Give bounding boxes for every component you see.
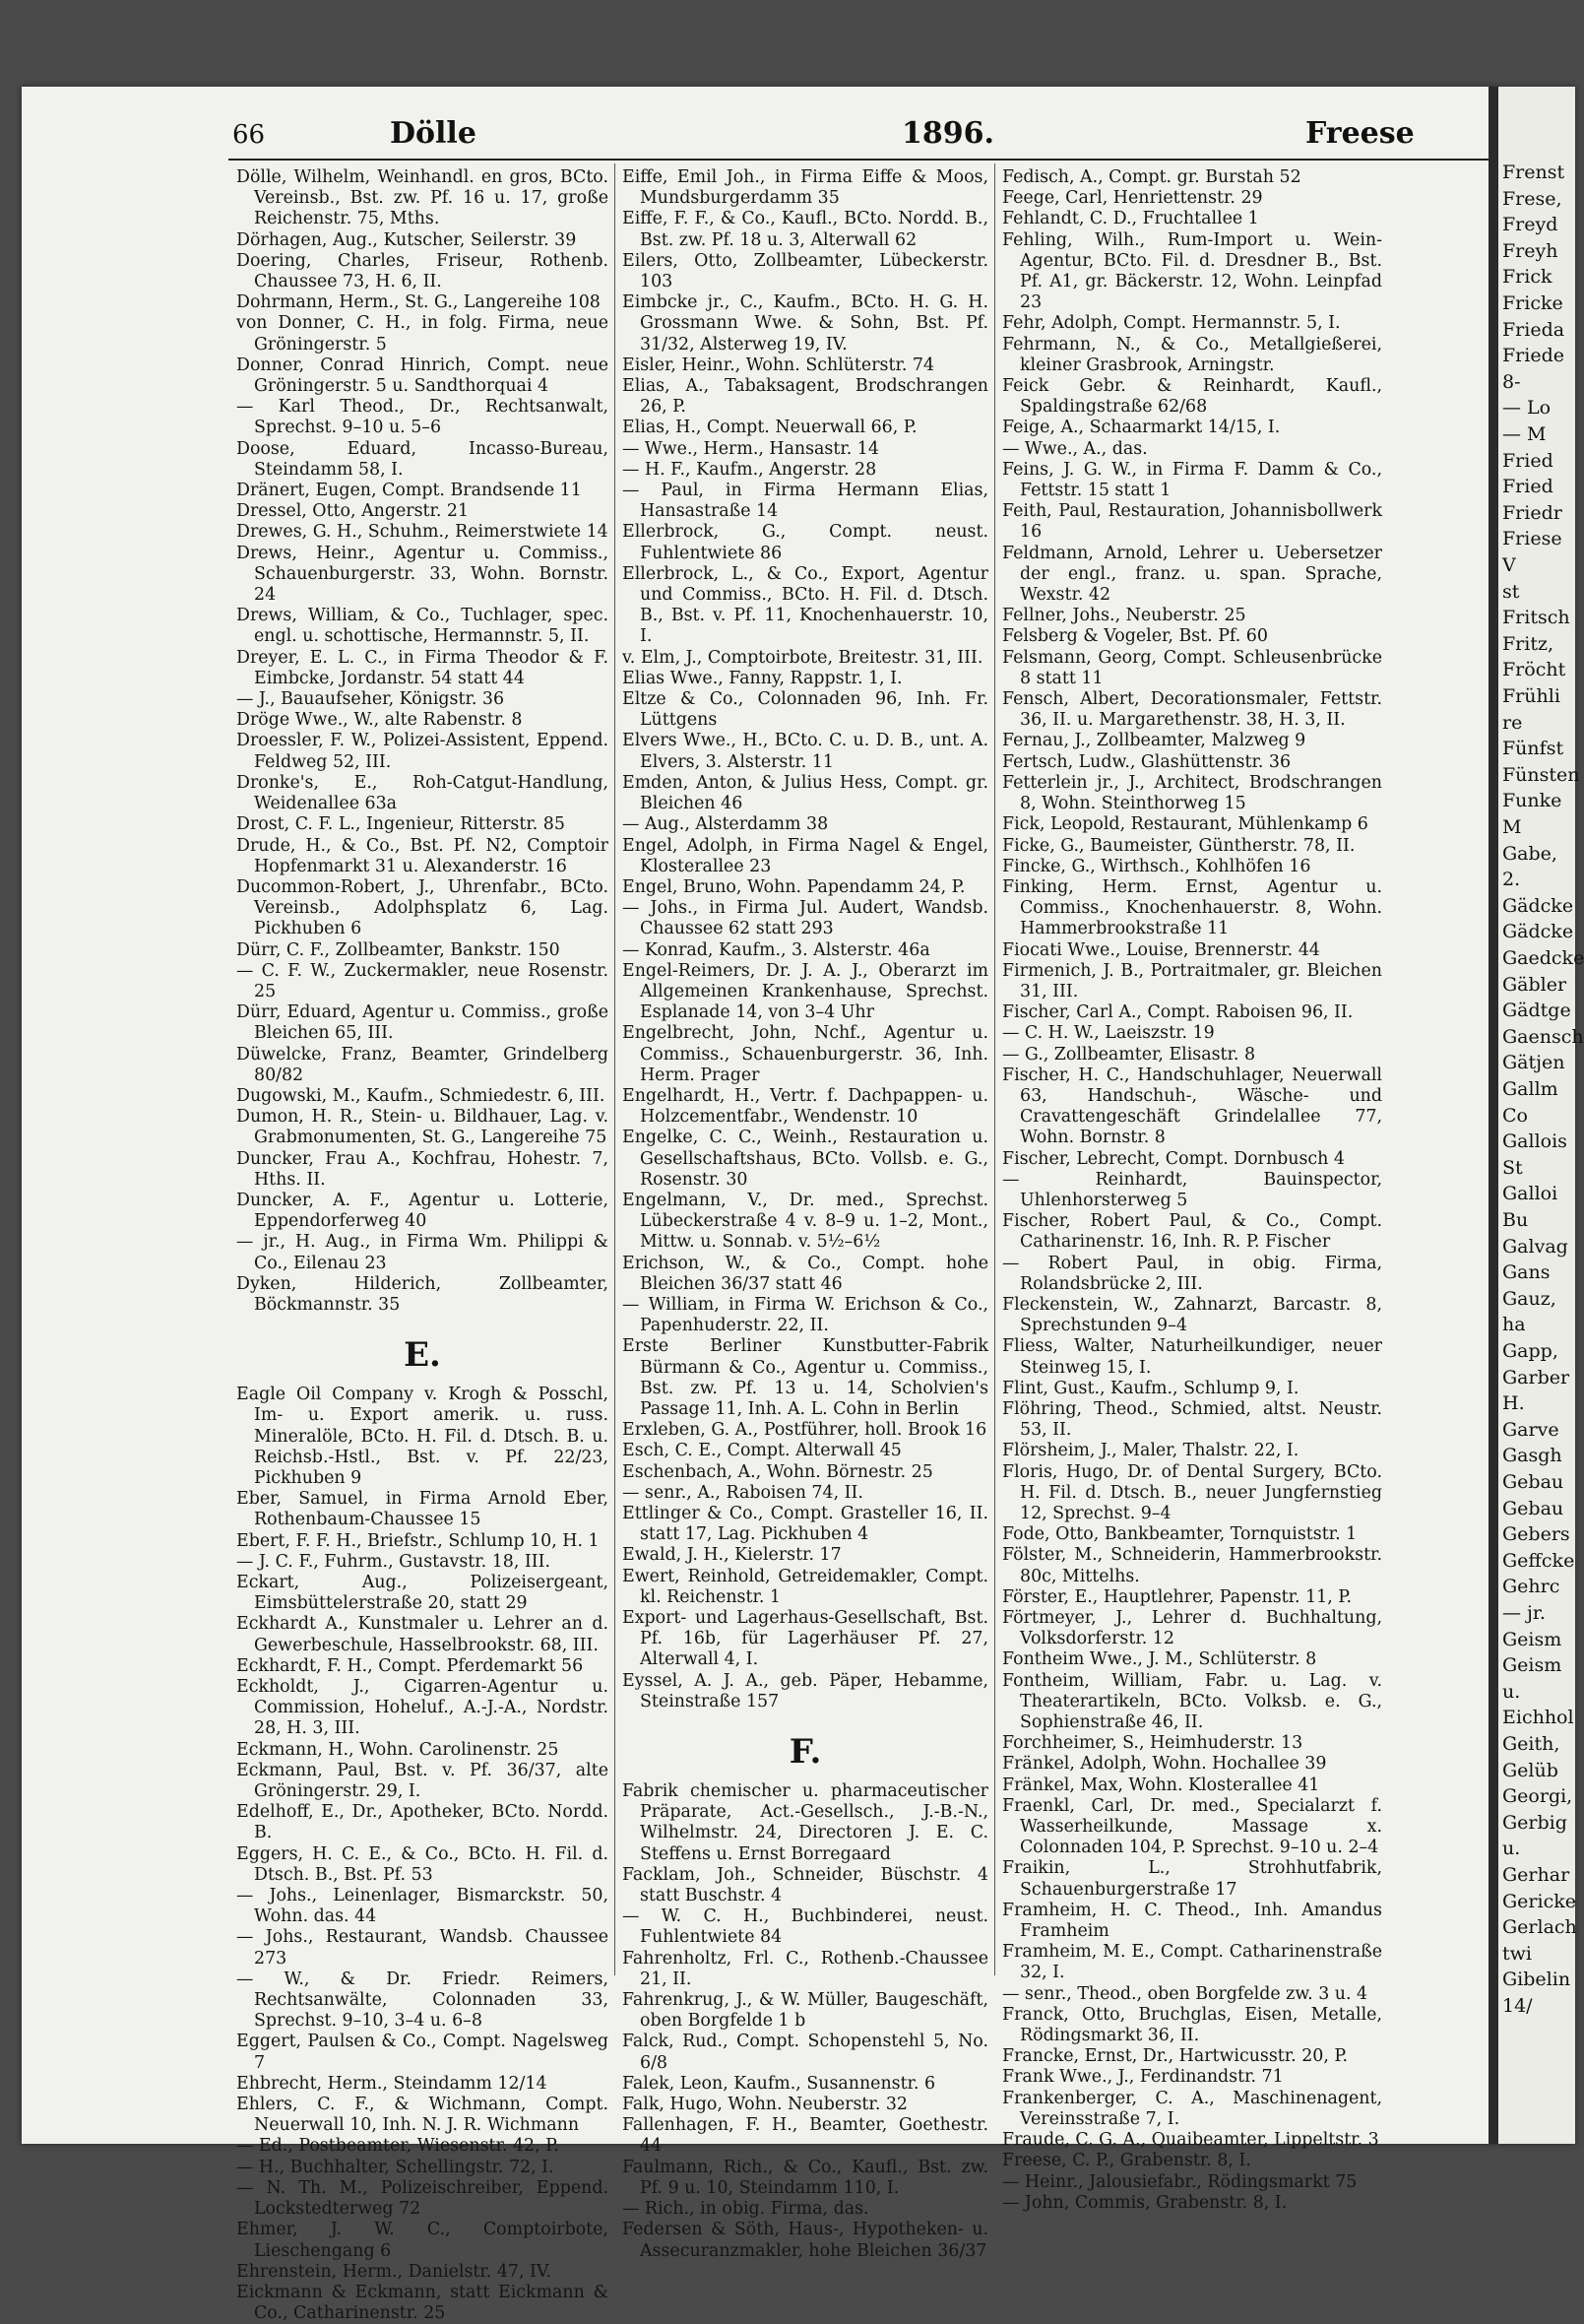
directory-entry: Dronke's, E., Roh-Catgut-Handlung, Weidenallee 63a [236,772,608,814]
next-page-word: Gallois [1502,1130,1567,1153]
directory-entry: — John, Commis, Grabenstr. 8, I. [1002,2192,1288,2213]
directory-entry: — Paul, in Firma Hermann Elias, Hansastraße 14 [622,481,988,522]
directory-entry: Flörsheim, J., Maler, Thalstr. 22, I. [1002,1441,1299,1461]
next-page-word: Gans [1502,1261,1551,1284]
directory-entry: Francke, Ernst, Dr., Hartwicusstr. 20, P. [1002,2046,1349,2067]
next-page-word: M [1502,816,1522,838]
directory-entry: — Wwe., Herm., Hansastr. 14 [622,438,879,459]
directory-entry: Duncker, Frau A., Kochfrau, Hohestr. 7, Hths. II. [236,1148,608,1190]
directory-entry: Fetterlein jr., J., Architect, Brodschrangen 8, Wohn. Steinthorweg 15 [1002,772,1382,814]
next-page-word: Gäbler [1502,973,1567,996]
directory-entry: Falek, Leon, Kaufm., Susannenstr. 6 [622,2073,936,2094]
header-year: 1896. [902,116,994,151]
next-page-word: Friede [1502,345,1564,367]
next-page-word: Geism [1502,1654,1562,1677]
directory-entry: Eiffe, F. F., & Co., Kaufl., BCto. Nordd. B., Bst. zw. Pf. 18 u. 3, Alterwall 62 [622,209,988,250]
directory-entry: — Johs., Leinenlager, Bismarckstr. 50, Wohn. das. 44 [236,1886,608,1927]
next-page-word: Gerlach [1502,1916,1577,1939]
running-header [95,116,1457,156]
directory-entry: — W. C. H., Buchbinderei, neust. Fuhlentwiete 84 [622,1906,988,1948]
next-page-word: Fritsch [1502,607,1570,629]
directory-entry: — W., & Dr. Friedr. Reimers, Rechtsanwälte, Colonnaden 33, Sprechst. 9–10, 3–4 u. 6–8 [236,1969,608,2032]
directory-entry: Fabrik chemischer u. pharmaceutischer Präparate, Act.-Gesellsch., J.-B.-N., Wilhelmstr. 24, Directoren J. E. C. Steffens u. Ernst Borregaard [622,1781,988,1864]
directory-entry: Framheim, M. E., Compt. Catharinenstraße 32, I. [1002,1942,1382,1983]
directory-entry: Export- und Lagerhaus-Gesellschaft, Bst. Pf. 16b, für Lagerhäuser Pf. 27, Alterwall 4, I. [622,1608,988,1670]
directory-column-3 [1002,167,1382,2213]
next-page-word: 8- [1502,370,1521,393]
next-page-word: Gebau [1502,1497,1564,1519]
directory-entry: Engelhardt, H., Vertr. f. Dachpappen- u. Holzcementfabr., Wendenstr. 10 [622,1085,988,1128]
directory-entry: Fiocati Wwe., Louise, Brennerstr. 44 [1002,939,1320,960]
directory-entry: Ebert, F. F. H., Briefstr., Schlump 10, H. 1 [236,1530,600,1551]
directory-entry: Fraude, C. G. A., Quaibeamter, Lippeltstr. 3 [1002,2130,1379,2151]
next-page-word: Geith, [1502,1733,1560,1755]
directory-entry: Fischer, H. C., Handschuhlager, Neuerwall 63, Handschuh-, Wäsche- und Cravattengeschäft Grindelallee 77, Wohn. Bornstr. 8 [1002,1065,1382,1148]
directory-entry: Elias, A., Tabaksagent, Brodschrangen 26, P. [622,376,988,418]
directory-entry: Eggert, Paulsen & Co., Compt. Nagelsweg 7 [236,2032,608,2073]
directory-entry: Engel, Adolph, in Firma Nagel & Engel, Klosterallee 23 [622,835,988,876]
next-page-word: Frieda [1502,318,1565,341]
next-page-word: Gapp, [1502,1340,1558,1362]
next-page-word: Gebau [1502,1471,1564,1493]
directory-entry: Fahrenholtz, Frl. C., Rothenb.-Chaussee 21, II. [622,1948,988,1989]
directory-entry: Facklam, Joh., Schneider, Büschstr. 4 statt Buschstr. 4 [622,1864,988,1906]
next-page-word: V [1502,554,1516,576]
directory-entry: Fraenkl, Carl, Dr. med., Specialarzt f. Wasserheilkunde, Massage x. Colonnaden 104, P. Sprechst. 9–10 u. 2–4 [1002,1795,1382,1858]
next-page-word: Fried [1502,449,1553,472]
directory-column-1 [236,167,608,2324]
directory-entry: Frankenberger, C. A., Maschinenagent, Vereinsstraße 7, I. [1002,2088,1382,2129]
next-page-word: ha [1502,1314,1526,1336]
next-page-word: Fröcht [1502,659,1566,681]
directory-entry: Elias, H., Compt. Neuerwall 66, P. [622,418,918,438]
directory-entry: — jr., H. Aug., in Firma Wm. Philippi & Co., Eilenau 23 [236,1232,608,1273]
directory-entry: Dumon, H. R., Stein- u. Bildhauer, Lag. v. Grabmonumenten, St. G., Langereihe 75 [236,1107,608,1148]
column-divider [994,163,995,1975]
directory-entry: Feige, A., Schaarmarkt 14/15, I. [1002,418,1281,438]
directory-entry: Dugowski, M., Kaufm., Schmiedestr. 6, III. [236,1085,605,1106]
next-page-word: Fünfst [1502,738,1564,760]
directory-entry: Ewald, J. H., Kielerstr. 17 [622,1545,842,1566]
directory-entry: von Donner, C. H., in folg. Firma, neue Gröningerstr. 5 [236,313,608,355]
directory-entry: Ehrenstein, Herm., Danielstr. 47, IV. [236,2261,551,2282]
directory-entry: Frank Wwe., J., Ferdinandstr. 71 [1002,2067,1284,2088]
directory-column-2 [622,167,988,2261]
directory-entry: — C. F. W., Zuckermakler, neue Rosenstr. 25 [236,960,608,1001]
directory-entry: Eisler, Heinr., Wohn. Schlüterstr. 74 [622,355,935,375]
next-page-word: twi [1502,1942,1532,1965]
directory-entry: Doering, Charles, Friseur, Rothenb. Chaussee 73, H. 6, II. [236,250,608,292]
directory-entry: Eiffe, Emil Joh., in Firma Eiffe & Moos, Mundsburgerdamm 35 [622,167,988,209]
directory-entry: v. Elm, J., Comptoirbote, Breitestr. 31, III. [622,647,983,668]
column-divider [614,163,615,1975]
directory-entry: Fehlandt, C. D., Fruchtallee 1 [1002,209,1259,229]
next-page-word: Gädtge [1502,1000,1571,1022]
directory-entry: Forchheimer, S., Heimhuderstr. 13 [1002,1733,1303,1754]
header-right-keyword: Freese [1305,116,1415,151]
directory-entry: Fick, Leopold, Restaurant, Mühlenkamp 6 [1002,814,1368,835]
directory-entry: Eyssel, A. J. A., geb. Päper, Hebamme, Steinstraße 157 [622,1670,988,1711]
directory-entry: Ehmer, J. W. C., Comptoirbote, Lieschengang 6 [236,2220,608,2261]
directory-entry: Fehrmann, N., & Co., Metallgießerei, kleiner Grasbrook, Arningstr. [1002,334,1382,375]
directory-entry: Eckhardt, F. H., Compt. Pferdemarkt 56 [236,1655,584,1676]
directory-entry: Freese, C. P., Grabenstr. 8, I. [1002,2151,1251,2171]
directory-entry: Förtmeyer, J., Lehrer d. Buchhaltung, Volksdorferstr. 12 [1002,1608,1382,1649]
next-page-word: Freyh [1502,239,1558,262]
directory-entry: Fleckenstein, W., Zahnarzt, Barcastr. 8, Sprechstunden 9–4 [1002,1294,1382,1336]
directory-entry: — Johs., in Firma Jul. Audert, Wandsb. Chaussee 62 statt 293 [622,898,988,939]
next-page-word: Fünsten [1502,763,1580,786]
directory-entry: Fedisch, A., Compt. gr. Burstah 52 [1002,167,1301,187]
next-page-word: Garve [1502,1418,1559,1441]
directory-entry: Dreyer, E. L. C., in Firma Theodor & F. Eimbcke, Jordanstr. 54 statt 44 [236,647,608,688]
directory-entry: — Konrad, Kaufm., 3. Alsterstr. 46a [622,939,930,960]
next-page-word: Friedr [1502,501,1562,524]
directory-entry: Emden, Anton, & Julius Hess, Compt. gr. Bleichen 46 [622,772,988,814]
next-page-word: Geism [1502,1628,1562,1650]
next-page-word: Frese, [1502,187,1562,210]
next-page-word: Garber [1502,1366,1570,1388]
directory-entry: — Ed., Postbeamter, Wiesenstr. 42, P. [236,2136,559,2157]
directory-entry: Elvers Wwe., H., BCto. C. u. D. B., unt. A. Elvers, 3. Alsterstr. 11 [622,731,988,772]
directory-entry: Ducommon-Robert, J., Uhrenfabr., BCto. Vereinsb., Adolphsplatz 6, Lag. Pickhuben 6 [236,876,608,939]
directory-entry: Fischer, Carl A., Compt. Raboisen 96, II. [1002,1002,1354,1023]
directory-entry: Fehr, Adolph, Compt. Hermannstr. 5, I. [1002,313,1341,334]
directory-entry: Engelmann, V., Dr. med., Sprechst. Lübeckerstraße 4 v. 8–9 u. 1–2, Mont., Mittw. u. Sonnab. v. 5½–6½ [622,1190,988,1253]
directory-entry: Falck, Rud., Compt. Schopenstehl 5, No. 6/8 [622,2032,988,2073]
directory-entry: Dressel, Otto, Angerstr. 21 [236,501,470,522]
page-number: 66 [232,120,266,150]
directory-entry: — Robert Paul, in obig. Firma, Rolandsbrücke 2, III. [1002,1253,1382,1294]
next-page-word: — jr. [1502,1602,1546,1624]
directory-entry: Ficke, G., Baumeister, Güntherstr. 78, II. [1002,835,1356,856]
directory-entry: — Reinhardt, Bauinspector, Uhlenhorsterweg 5 [1002,1169,1382,1210]
next-page-word: — Lo [1502,397,1552,420]
directory-entry: Eckmann, Paul, Bst. v. Pf. 36/37, alte Gröningerstr. 29, I. [236,1760,608,1802]
directory-entry: Drews, Heinr., Agentur u. Commiss., Schauenburgerstr. 33, Wohn. Bornstr. 24 [236,543,608,606]
directory-entry: Flint, Gust., Kaufm., Schlump 9, I. [1002,1378,1299,1398]
directory-entry: Eickmann & Eckmann, statt Eickmann & Co., Catharinenstr. 25 [236,2282,608,2324]
next-page-word: Gelüb [1502,1759,1558,1781]
directory-entry: — J., Bauaufseher, Königstr. 36 [236,689,505,710]
next-page-word: 14/ [1502,1995,1533,2017]
directory-entry: Ehbrecht, Herm., Steindamm 12/14 [236,2073,547,2094]
directory-entry: Floris, Hugo, Dr. of Dental Surgery, BCto. H. Fil. d. Dtsch. B., neuer Jungfernstieg 12, Sprechst. 9–4 [1002,1461,1382,1523]
directory-entry: Eschenbach, A., Wohn. Börnestr. 25 [622,1461,933,1482]
directory-entry: Felsberg & Vogeler, Bst. Pf. 60 [1002,626,1268,647]
directory-entry: Engelke, C. C., Weinh., Restauration u. Gesellschaftshaus, BCto. Vollsb. e. G., Rosenstr. 30 [622,1128,988,1190]
directory-entry: Fischer, Lebrecht, Compt. Dornbusch 4 [1002,1148,1345,1169]
next-page-word: Fried [1502,476,1553,498]
directory-entry: Förster, E., Hauptlehrer, Papenstr. 11, P. [1002,1586,1352,1607]
directory-entry: — Aug., Alsterdamm 38 [622,814,829,835]
directory-entry: Fincke, G., Wirthsch., Kohlhöfen 16 [1002,856,1311,876]
next-page-word: Gerhar [1502,1864,1570,1886]
directory-entry: Finking, Herm. Ernst, Agentur u. Commiss., Knochenhauerstr. 8, Wohn. Hammerbrookstraße 11 [1002,876,1382,939]
directory-entry: Eggers, H. C. E., & Co., BCto. H. Fil. d. Dtsch. B., Bst. Pf. 53 [236,1843,608,1885]
directory-entry: — William, in Firma W. Erichson & Co., Papenhuderstr. 22, II. [622,1294,988,1336]
directory-entry: Eckhardt A., Kunstmaler u. Lehrer an d. Gewerbeschule, Hasselbrookstr. 68, III. [236,1614,608,1655]
directory-entry: Fränkel, Max, Wohn. Klosterallee 41 [1002,1775,1320,1795]
next-page-word: Gädcke [1502,894,1574,917]
next-page-word: Frick [1502,266,1552,289]
directory-entry: — senr., A., Raboisen 74, II. [622,1482,863,1503]
directory-entry: Fernau, J., Zollbeamter, Malzweg 9 [1002,731,1306,751]
directory-entry: — Rich., in obig. Firma, das. [622,2199,869,2220]
next-page-word: u. [1502,1680,1521,1703]
next-page-word: Gerbig [1502,1811,1567,1834]
next-page-word: Frühli [1502,685,1560,707]
directory-entry: Ettlinger & Co., Compt. Grasteller 16, II. statt 17, Lag. Pickhuben 4 [622,1504,988,1545]
next-page-word: Co [1502,1104,1528,1127]
next-page-word: H. [1502,1392,1525,1415]
directory-entry: Düwelcke, Franz, Beamter, Grindelberg 80/82 [236,1044,608,1085]
next-page-word: Geffcke [1502,1549,1575,1572]
directory-entry: Engel-Reimers, Dr. J. A. J., Oberarzt im Allgemeinen Krankenhause, Sprechst. Esplanade 14, von 3–4 Uhr [622,960,988,1023]
next-page-word: Gehrc [1502,1576,1560,1598]
header-rule [228,159,1489,161]
directory-entry: Ellerbrock, G., Compt. neust. Fuhlentwiete 86 [622,522,988,563]
directory-entry: Duncker, A. F., Agentur u. Lotterie, Eppendorferweg 40 [236,1190,608,1232]
directory-entry: Fallenhagen, F. H., Beamter, Goethestr. 44 [622,2115,988,2157]
directory-entry: Dölle, Wilhelm, Weinhandl. en gros, BCto. Vereinsb., Bst. zw. Pf. 16 u. 17, große Reichenstr. 75, Mths. [236,167,608,229]
directory-entry: Droessler, F. W., Polizei-Assistent, Eppend. Feldweg 52, III. [236,731,608,772]
directory-entry: Feick Gebr. & Reinhardt, Kaufl., Spaldingstraße 62/68 [1002,376,1382,418]
next-page-word: Galloi [1502,1183,1558,1205]
next-page-fragment [1498,87,1584,2144]
next-page-word: Freyd [1502,214,1558,236]
directory-entry: Eckmann, H., Wohn. Carolinenstr. 25 [236,1739,559,1760]
header-left-keyword: Dölle [390,116,476,151]
directory-entry: Flöhring, Theod., Schmied, altst. Neustr. 53, II. [1002,1398,1382,1441]
directory-entry: Fensch, Albert, Decorationsmaler, Fettstr. 36, II. u. Margarethenstr. 38, H. 3, II. [1002,689,1382,731]
next-page-word: Gabe, [1502,842,1557,865]
directory-entry: Feins, J. G. W., in Firma F. Damm & Co., Fettstr. 15 statt 1 [1002,459,1382,501]
directory-entry: Eber, Samuel, in Firma Arnold Eber, Rothenbaum-Chaussee 15 [236,1489,608,1530]
directory-entry: Framheim, H. C. Theod., Inh. Amandus Framheim [1002,1900,1382,1942]
next-page-word: re [1502,711,1523,734]
directory-entry: Dürr, Eduard, Agentur u. Commiss., große Bleichen 65, III. [236,1002,608,1044]
directory-entry: Fontheim, William, Fabr. u. Lag. v. Theaterartikeln, BCto. Volksb. e. G., Sophienstraße 46, II. [1002,1670,1382,1733]
directory-entry: Fontheim Wwe., J. M., Schlüterstr. 8 [1002,1649,1317,1670]
section-letter: E. [404,1335,441,1376]
directory-entry: Fischer, Robert Paul, & Co., Compt. Catharinenstr. 16, Inh. R. P. Fischer [1002,1211,1382,1253]
directory-entry: — senr., Theod., oben Borgfelde zw. 3 u. 4 [1002,1983,1368,2004]
directory-entry: Fehling, Wilh., Rum-Import u. Wein-Agentur, BCto. Fil. d. Dresdner B., Bst. Pf. A1, gr. Bäckerstr. 12, Wohn. Leinpfad 23 [1002,229,1382,313]
directory-entry: Eckart, Aug., Polizeisergeant, Eimsbüttelerstraße 20, statt 29 [236,1573,608,1614]
directory-entry: — N. Th. M., Polizeischreiber, Eppend. Lockstedterweg 72 [236,2177,608,2220]
directory-entry: Drewes, G. H., Schuhm., Reimerstwiete 14 [236,522,608,543]
directory-entry: Doose, Eduard, Incasso-Bureau, Steindamm 58, I. [236,438,608,480]
next-page-word: Galvag [1502,1235,1568,1258]
next-page-word: Friese [1502,528,1562,550]
directory-entry: Fliess, Walter, Naturheilkundiger, neuer Steinweg 15, I. [1002,1336,1382,1378]
directory-entry: Engel, Bruno, Wohn. Papendamm 24, P. [622,876,966,897]
next-page-word: Gauz, [1502,1287,1556,1310]
directory-entry: Dyken, Hilderich, Zollbeamter, Böckmannstr. 35 [236,1273,608,1315]
directory-entry: Falk, Hugo, Wohn. Neuberstr. 32 [622,2095,909,2115]
next-page-word: Eichhol [1502,1707,1574,1729]
directory-entry: — Heinr., Jalousiefabr., Rödingsmarkt 75 [1002,2171,1358,2192]
directory-entry: Fellner, Johs., Neuberstr. 25 [1002,606,1246,626]
directory-entry: Ellerbrock, L., & Co., Export, Agentur und Commiss., BCto. H. Fil. d. Dtsch. B., Bst. v. Pf. 11, Knochenhauerstr. 10, I. [622,563,988,647]
next-page-word: Gibelin [1502,1969,1571,1991]
directory-entry: — J. C. F., Fuhrm., Gustavstr. 18, III. [236,1551,551,1572]
next-page-word: Gericke [1502,1890,1576,1912]
directory-entry: Felsmann, Georg, Compt. Schleusenbrücke 8 statt 11 [1002,647,1382,688]
next-page-word: Gätjen [1502,1052,1565,1074]
directory-entry: Fraikin, L., Strohhutfabrik, Schauenburgerstraße 17 [1002,1858,1382,1900]
directory-entry: Eimbcke jr., C., Kaufm., BCto. H. G. H. Grossmann Wwe. & Sohn, Bst. Pf. 31/32, Alsterweg 19, IV. [622,292,988,355]
directory-entry: Feldmann, Arnold, Lehrer u. Uebersetzer der engl., franz. u. span. Sprache, Wexstr. 42 [1002,543,1382,606]
directory-entry: — C. H. W., Laeiszstr. 19 [1002,1023,1215,1044]
directory-entry: Erxleben, G. A., Postführer, holl. Brook 16 [622,1420,987,1441]
next-page-word: Bu [1502,1209,1529,1231]
directory-entry: Fahrenkrug, J., & W. Müller, Baugeschäft, oben Borgfelde 1 b [622,1990,988,2032]
next-page-word: St [1502,1156,1523,1179]
directory-entry: Drews, William, & Co., Tuchlager, spec. engl. u. schottische, Hermannstr. 5, II. [236,606,608,647]
directory-entry: Erste Berliner Kunstbutter-Fabrik Bürmann & Co., Agentur u. Commiss., Bst. zw. Pf. 13 u. 14, Scholvien's Passage 11, Inh. A. L. Cohn in Berlin [622,1336,988,1419]
next-page-word: Gasgh [1502,1445,1562,1467]
next-page-word: — M [1502,423,1547,445]
directory-entry: Fode, Otto, Bankbeamter, Tornquiststr. 1 [1002,1524,1358,1545]
directory-entry: Firmenich, J. B., Portraitmaler, gr. Bleichen 31, III. [1002,960,1382,1001]
section-letter: F. [789,1732,822,1773]
directory-entry: Drost, C. F. L., Ingenieur, Ritterstr. 85 [236,814,565,835]
directory-entry: — Karl Theod., Dr., Rechtsanwalt, Sprechst. 9–10 u. 5–6 [236,397,608,438]
directory-entry: Fränkel, Adolph, Wohn. Hochallee 39 [1002,1754,1327,1775]
directory-entry: Ewert, Reinhold, Getreidemakler, Compt. kl. Reichenstr. 1 [622,1566,988,1607]
directory-entry: Eilers, Otto, Zollbeamter, Lübeckerstr. 103 [622,250,988,292]
page-gutter [1489,87,1498,2144]
directory-entry: Eagle Oil Company v. Krogh & Posschl, Im- u. Export amerik. u. russ. Mineralöle, BCto. H. Fil. d. Dtsch. B. u. Reichsb.-Hstl., Bst. v. Pf. 22/23, Pickhuben 9 [236,1385,608,1488]
next-page-word: st [1502,580,1520,603]
directory-entry: Dohrmann, Herm., St. G., Langereihe 108 [236,292,601,313]
directory-entry: Dürr, C. F., Zollbeamter, Bankstr. 150 [236,939,560,960]
directory-entry: — H. F., Kaufm., Angerstr. 28 [622,459,877,480]
directory-entry: Feith, Paul, Restauration, Johannisbollwerk 16 [1002,501,1382,543]
directory-entry: — H., Buchhalter, Schellingstr. 72, I. [236,2157,554,2177]
directory-entry: Dörhagen, Aug., Kutscher, Seilerstr. 39 [236,229,577,250]
directory-entry: Eltze & Co., Colonnaden 96, Inh. Fr. Lüttgens [622,689,988,731]
directory-entry: — G., Zollbeamter, Elisastr. 8 [1002,1044,1256,1065]
directory-entry: Donner, Conrad Hinrich, Compt. neue Gröningerstr. 5 u. Sandthorquai 4 [236,355,608,397]
directory-entry: Eckholdt, J., Cigarren-Agentur u. Commission, Hoheluf., A.-J.-A., Nordstr. 28, H. 3, III. [236,1677,608,1739]
next-page-word: Fricke [1502,292,1563,314]
directory-entry: Erichson, W., & Co., Compt. hohe Bleichen 36/37 statt 46 [622,1253,988,1294]
next-page-word: Fritz, [1502,632,1554,655]
directory-entry: Engelbrecht, John, Nchf., Agentur u. Commiss., Schauenburgerstr. 36, Inh. Herm. Prager [622,1023,988,1085]
next-page-word: Gebers [1502,1523,1570,1546]
directory-entry: Elias Wwe., Fanny, Rappstr. 1, I. [622,668,903,688]
next-page-word: Frenst [1502,161,1565,183]
next-page-word: 2. [1502,869,1521,891]
directory-entry: Faulmann, Rich., & Co., Kaufl., Bst. zw. Pf. 9 u. 10, Steindamm 110, I. [622,2157,988,2198]
directory-entry: Drude, H., & Co., Bst. Pf. N2, Comptoir Hopfenmarkt 31 u. Alexanderstr. 16 [236,835,608,876]
directory-entry: — Johs., Restaurant, Wandsb. Chaussee 273 [236,1927,608,1969]
directory-entry: Dröge Wwe., W., alte Rabenstr. 8 [236,710,523,731]
directory-entry: Esch, C. E., Compt. Alterwall 45 [622,1441,902,1461]
directory-entry: Franck, Otto, Bruchglas, Eisen, Metalle, Rödingsmarkt 36, II. [1002,2004,1382,2046]
next-page-word: Gaensch [1502,1025,1584,1048]
next-page-word: Gallm [1502,1078,1558,1100]
directory-entry: Edelhoff, E., Dr., Apotheker, BCto. Nordd. B. [236,1802,608,1843]
directory-entry: Dränert, Eugen, Compt. Brandsende 11 [236,481,582,501]
next-page-word: Georgi, [1502,1785,1573,1808]
directory-entry: — Wwe., A., das. [1002,438,1148,459]
directory-entry: Fölster, M., Schneiderin, Hammerbrookstr. 80c, Mittelhs. [1002,1545,1382,1586]
directory-entry: Ehlers, C. F., & Wichmann, Compt. Neuerwall 10, Inh. N. J. R. Wichmann [236,2095,608,2136]
directory-entry: Fertsch, Ludw., Glashüttenstr. 36 [1002,751,1292,772]
directory-entry: Federsen & Söth, Haus-, Hypotheken- u. Assecuranzmakler, hohe Bleichen 36/37 [622,2220,988,2261]
directory-entry: Feege, Carl, Henriettenstr. 29 [1002,188,1263,209]
next-page-word: Gaedcke [1502,947,1584,969]
next-page-word: Gädcke [1502,921,1574,943]
next-page-word: Funke [1502,790,1562,812]
next-page-word: u. [1502,1838,1521,1860]
